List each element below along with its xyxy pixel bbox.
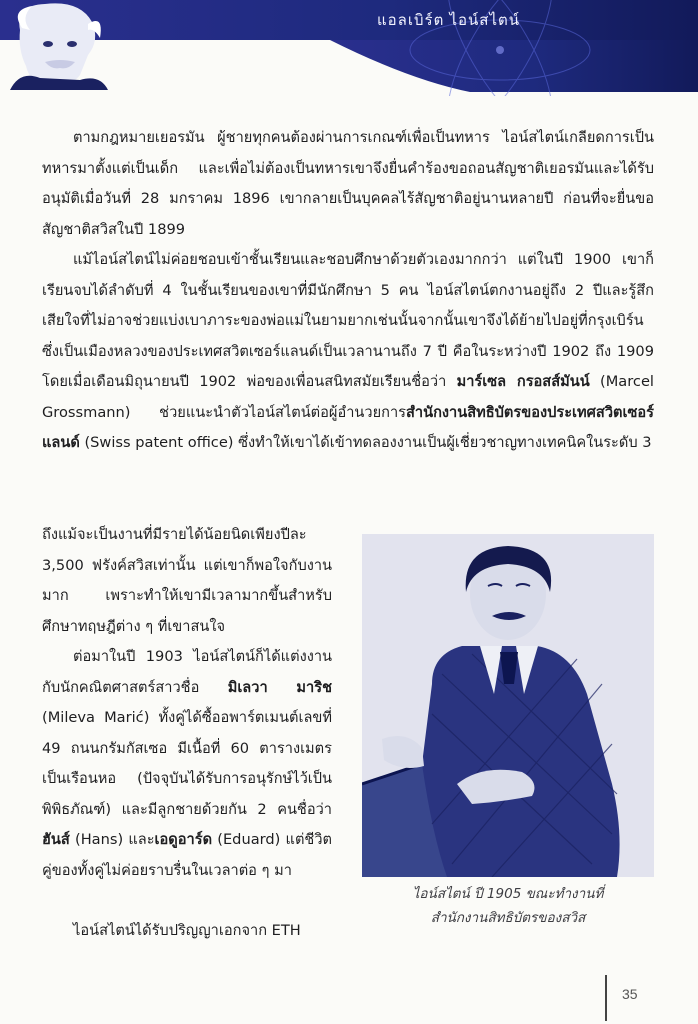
photo-caption-line-1: ไอน์สไตน์ ปี 1905 ขณะทำงานที่	[412, 886, 604, 902]
einstein-portrait-icon	[0, 0, 110, 90]
text-run: ไอน์สไตน์ได้รับปริญญาเอกจาก ETH	[73, 922, 301, 939]
paragraph-5	[42, 916, 332, 947]
bold-term: เอดูอาร์ด	[154, 831, 213, 848]
text-run: (Eduard) แต่ชีวิตคู่ของทั้งคู่ไม่ค่อยราบรื่นในเวลาต่อ ๆ มา	[42, 831, 332, 879]
photo-caption-line-2: สำนักงานสิทธิบัตรของสวิส	[430, 910, 586, 926]
page-number: 35	[622, 986, 638, 1002]
bold-term: มิเลวา มาริช	[227, 678, 332, 696]
text-run: ตามกฎหมายเยอรมัน ผู้ชายทุกคนต้องผ่านการเกณฑ์เพื่อเป็นทหาร ไอน์สไตน์เกลียดการเป็นทหารมาตั้งแต่เป็นเด็ก และเพื่อไม่ต้องเป็นทหารเขาจึงยื่นคำร้องขอถอนสัญชาติเยอรมันและได้รับอนุมัติเมื่อวันที่ 28 มกราคม 1896 เขากลายเป็นบุคคลไร้สัญชาติอยู่นานหลายปี ก่อนที่จะยื่นขอสัญชาติสวิสในปี 1899	[42, 129, 654, 238]
bold-term: สำนักงานสิทธิบัตรของประเทศสวิตเซอร์แลนด์	[42, 403, 654, 451]
text-run: แม้ไอน์สไตน์ไม่ค่อยชอบเข้าชั้นเรียนและชอบศึกษาด้วยตัวเองมากกว่า แต่ในปี 1900 เขาก็เรียนจบได้ลำดับที่ 4 ในชั้นเรียนของเขาที่มีนักศึกษา 5 คน ไอน์สไตน์ตกงานอยู่ถึง 2 ปีและรู้สึกเสียใจที่ไม่อาจช่วยแบ่งเบาภาระของพ่อแม่ในยามยากเช่นนั้นจากนั้นเขาจึงได้ย้ายไปอยู่ที่กรุงเบิร์นซึ่งเป็นเมืองหลวงของประเทศสวิตเซอร์แลนด์เป็นเวลานานถึง 7 ปี คือในระหว่างปี 1902 ถึง 1909 โดยเมื่อเดือนมิถุนายนปี 1902 พ่อของเพื่อนสนิทสมัยเรียนชื่อว่า	[42, 251, 654, 390]
einstein-photo-image	[362, 534, 654, 877]
photo-caption	[362, 882, 654, 930]
text-run: (Mileva Marić) ทั้งคู่ได้ซื้ออพาร์ตเมนต์เลขที่ 49 ถนนกรัมกัสเซอ มีเนื้อที่ 60 ตารางเมตรเป็นเรือนหอ (ปัจจุบันได้รับการอนุรักษ์ไว้เป็นพิพิธภัณฑ์) และมีลูกชายด้วยกัน 2 คนชื่อว่า	[42, 709, 332, 818]
chapter-header	[0, 0, 698, 96]
text-run: (Marcel Grossmann) ช่วยแนะนำตัวไอน์สไตน์ต่อผู้อำนวยการ	[42, 373, 654, 421]
paragraph-2	[42, 245, 654, 459]
text-run: (Hans) และ	[69, 831, 155, 848]
paragraph-4	[42, 642, 332, 886]
text-run: (Swiss patent office) ซึ่งทำให้เขาได้เข้าทดลองงานเป็นผู้เชี่ยวชาญทางเทคนิคในระดับ 3	[79, 434, 652, 451]
bold-term: มาร์เซล กรอสส์มันน์	[456, 373, 590, 390]
page-number-rule	[605, 975, 607, 1021]
text-run: ต่อมาในปี 1903 ไอน์สไตน์ก็ได้แต่งงานกับนักคณิตศาสตร์สาวชื่อ	[42, 648, 332, 696]
paragraph-1	[42, 123, 654, 245]
header-title: แอลเบิร์ต ไอน์สไตน์	[377, 12, 520, 29]
paragraph-3	[42, 520, 332, 642]
einstein-photo	[362, 534, 654, 877]
text-run: ถึงแม้จะเป็นงานที่มีรายได้น้อยนิดเพียงปีละ 3,500 ฟรังค์สวิสเท่านั้น แต่เขาก็พอใจกับงานมาก เพราะทำให้เขามีเวลามากขึ้นสำหรับศึกษาทฤษฎีต่าง ๆ ที่เขาสนใจ	[42, 526, 332, 635]
bold-term: ฮันส์	[42, 831, 70, 848]
